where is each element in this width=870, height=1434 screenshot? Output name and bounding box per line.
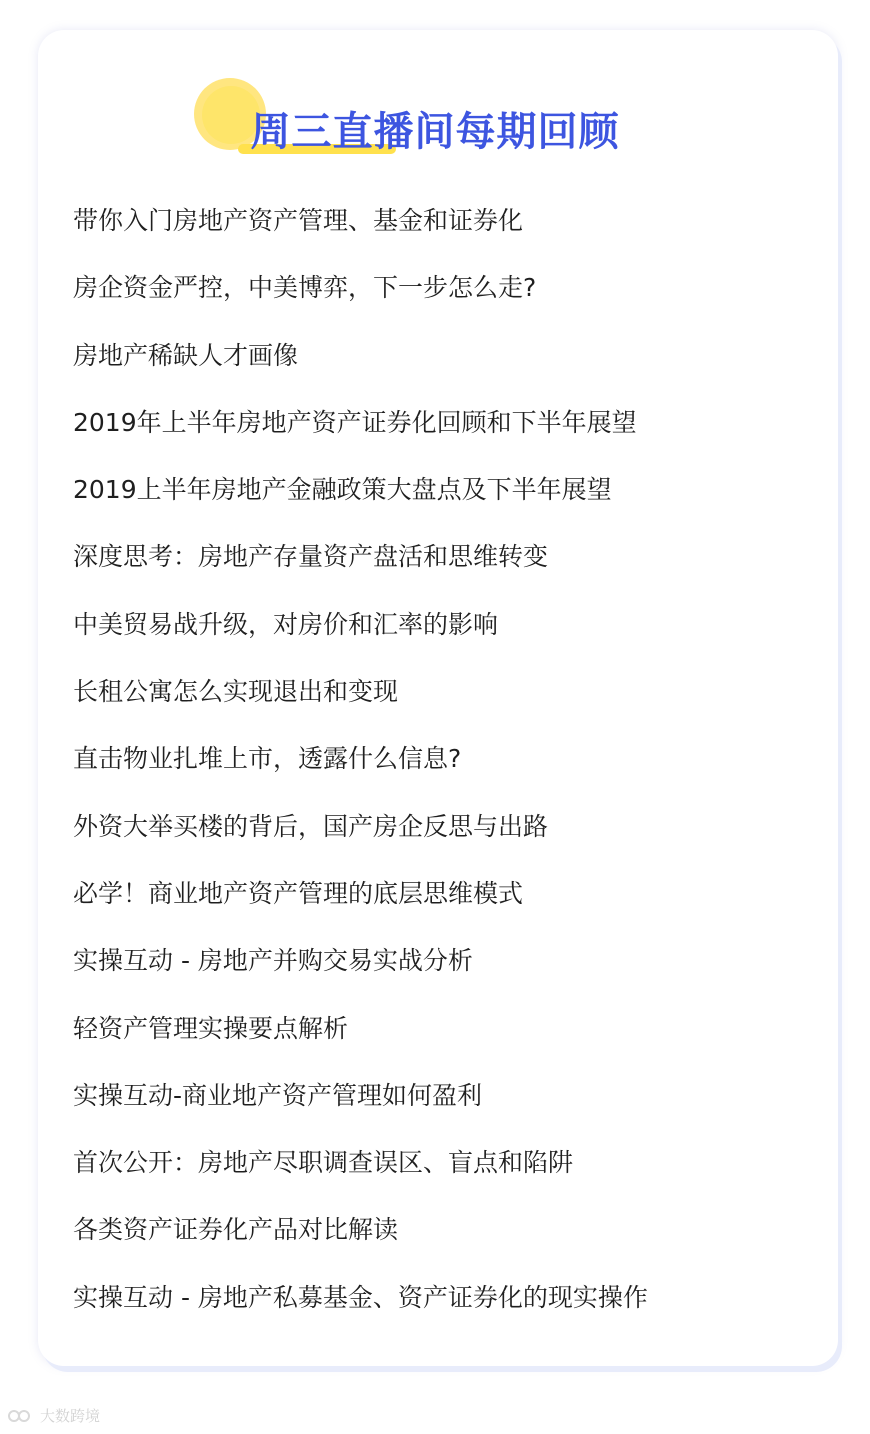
list-item: 中美贸易战升级，对房价和汇率的影响: [73, 609, 499, 639]
list-item: 外资大举买楼的背后，国产房企反思与出路: [73, 811, 549, 841]
watermark-text: 大数跨境: [40, 1407, 101, 1425]
page-title: 周三直播间每期回顾: [250, 109, 620, 155]
list-item: 深度思考：房地产存量资产盘活和思维转变: [73, 542, 549, 572]
list-item: 房地产稀缺人才画像: [73, 340, 299, 370]
infinity-logo-icon: [8, 1408, 36, 1424]
list-item: 直击物业扎堆上市，透露什么信息?: [73, 744, 462, 774]
list-item: 各类资产证券化产品对比解读: [73, 1215, 399, 1245]
list-item: 房企资金严控，中美博弈，下一步怎么走?: [73, 273, 537, 303]
list-item: 2019年上半年房地产资产证券化回顾和下半年展望: [73, 407, 637, 437]
title-block: [0, 72, 870, 162]
list-item: 轻资产管理实操要点解析: [73, 1013, 349, 1043]
list-item: 实操互动 - 房地产私募基金、资产证券化的现实操作: [73, 1282, 648, 1312]
list-item: 带你入门房地产资产管理、基金和证券化: [73, 206, 524, 235]
watermark: [8, 1405, 100, 1426]
list-item: 必学！商业地产资产管理的底层思维模式: [73, 878, 524, 908]
list-item: 实操互动 - 房地产并购交易实战分析: [73, 946, 473, 976]
list-item: 首次公开：房地产尽职调查误区、盲点和陷阱: [73, 1148, 574, 1178]
list-item: 2019上半年房地产金融政策大盘点及下半年展望: [73, 475, 612, 505]
list-item: 长租公寓怎么实现退出和变现: [73, 677, 399, 707]
list-item: 实操互动-商业地产资产管理如何盈利: [73, 1080, 483, 1110]
episode-list: [73, 200, 813, 1344]
